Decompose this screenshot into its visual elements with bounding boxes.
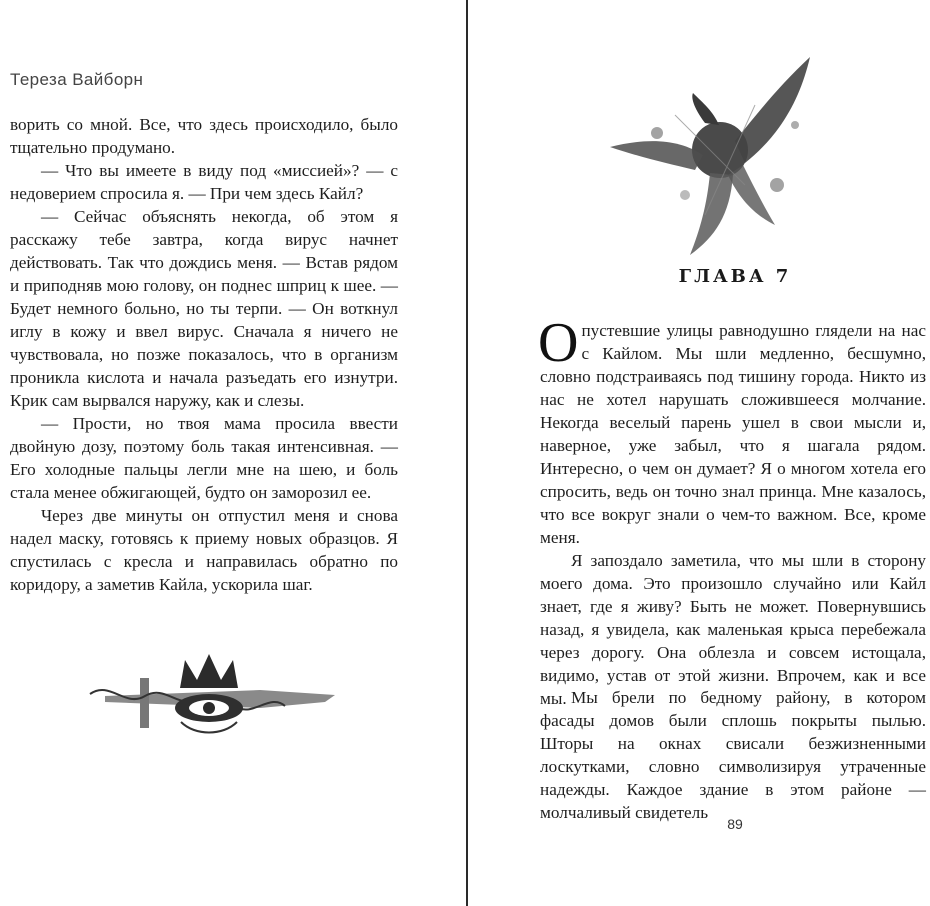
book-spine xyxy=(466,0,468,906)
paragraph: Мы брели по бедному району, в котором фасады домов были сплошь покрыты пылью. Шторы на окнах свисали безжизненными лоскутками, словно символизируя утраченные надежды. Каждое здание в этом районе — молчаливый свидетель xyxy=(540,688,926,822)
right-text-block xyxy=(538,312,926,710)
crown-eye-sword-icon xyxy=(85,650,337,740)
paragraph: — Прости, но твоя мама просила ввести двойную дозу, поэтому боль такая интенсивная. — Его холодные пальцы легли мне на шею, и боль стала менее обжигающей, будто он заморозил ее. xyxy=(10,414,398,502)
paragraph: ворить со мной. Все, что здесь происходило, было тщательно продумано. xyxy=(10,115,398,157)
paragraph: — Сейчас объяснять некогда, об этом я расскажу тебе завтра, когда вирус начнет действовать. Так что дождись меня. — Встав рядом и приподняв мою голову, он поднес шприц к шее. — Будет немного больно, но ты терпи. — Он воткнул иглу в кожу и ввел вирус. Сначала я ничего не чувствовала, но позже показалось, что в организм проникла кислота и начала разъедать его изнутри. Крик сам вырвался наружу, как и слезы. xyxy=(10,207,398,410)
left-text-block xyxy=(10,113,398,596)
paragraph: — Что вы имеете в виду под «миссией»? — с недоверием спросила я. — При чем здесь Кайл? xyxy=(10,161,398,203)
right-text-block-continued xyxy=(540,686,926,824)
paragraph: Через две минуты он отпустил меня и снова надел маску, готовясь к приему новых образцов. Я спустилась с кресла и направилась обратно по коридору, а заметив Кайла, ускорила шаг. xyxy=(10,506,398,594)
paragraph: Я запоздало заметила, что мы шли в сторону моего дома. Это произошло случайно или Кайл знает, где я живу? Быть не может. Повернувшись назад, я увидела, как маленькая крыса перебежала через дорогу. Она облезла и совсем истощала, видимо, устав от этой жизни. Впрочем, как и все мы. xyxy=(540,551,926,708)
paragraph-text: пустевшие улицы равнодушно глядели на нас с Кайлом. Мы шли медленно, бесшумно, словно подстраиваясь под тишину города. Никто из нас не хотел нарушать сложившееся молчание. Некогда веселый парень ушел в свои мысли и, наверное, уже забыл, что я шагала рядом. Интересно, о чем он думает? Я о многом хотела его спросить, ведь он точно знал принца. Мне казалось, что все вокруг знали о чем-то важном. Все, кроме меня. xyxy=(540,321,926,547)
page-number: 89 xyxy=(727,816,743,832)
paragraph xyxy=(538,312,926,549)
raven-icon xyxy=(595,45,845,260)
chapter-title: ГЛАВА 7 xyxy=(678,266,792,287)
right-page xyxy=(470,0,930,906)
running-head: Тереза Вайборн xyxy=(10,70,144,89)
drop-cap: О xyxy=(538,312,579,374)
